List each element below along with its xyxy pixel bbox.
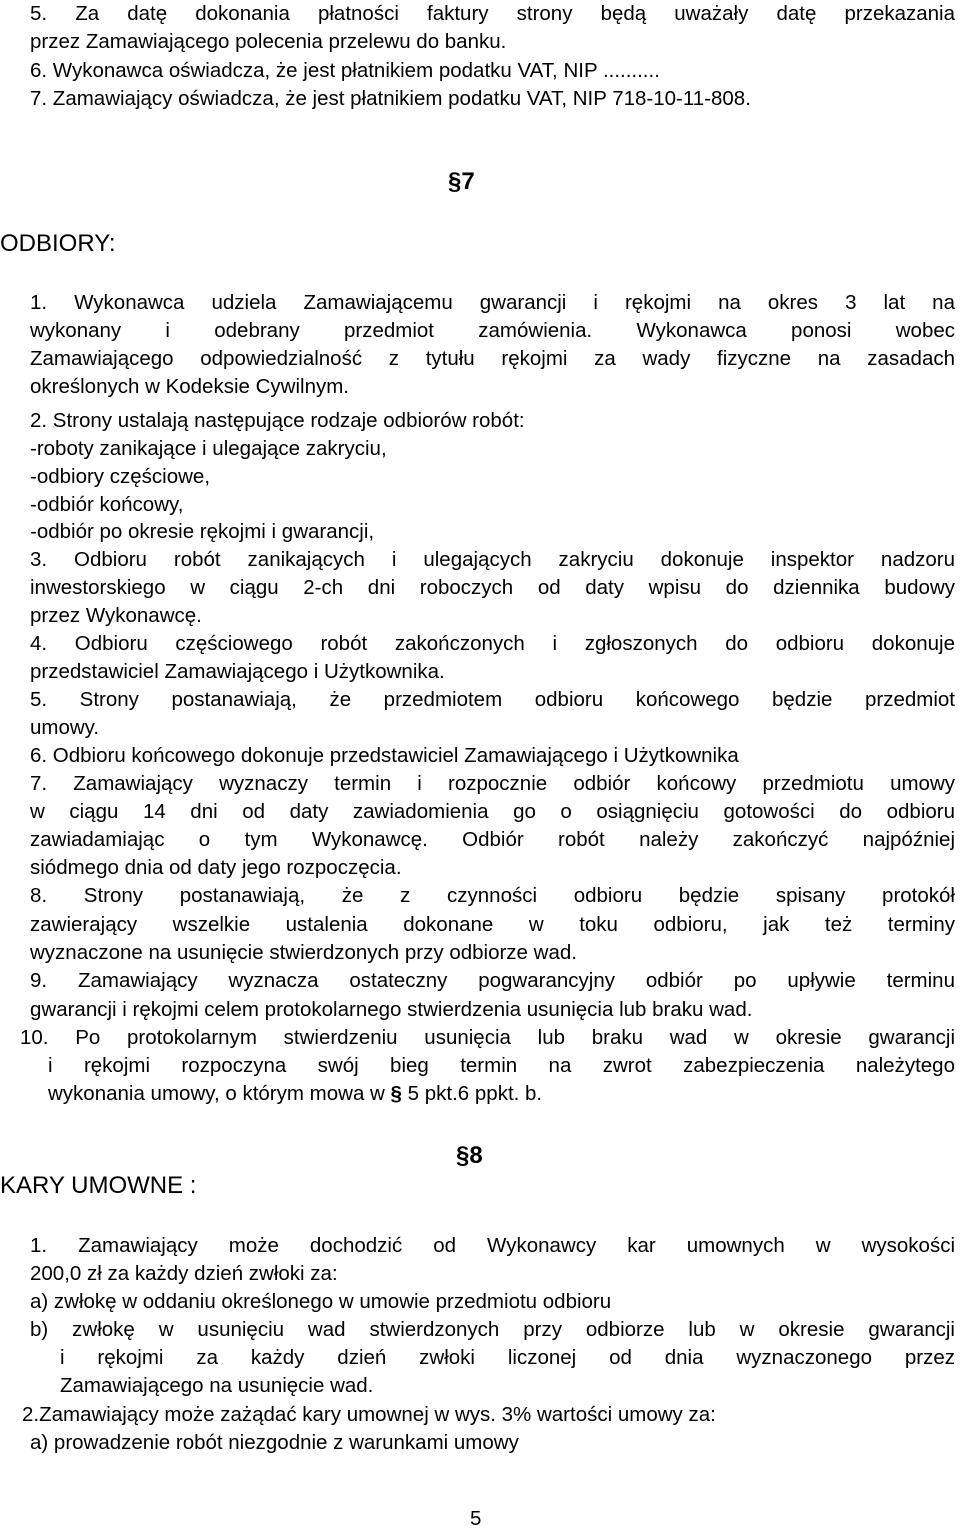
odbiory-line-4: określonych w Kodeksie Cywilnym. (30, 375, 350, 398)
odbiory-line-7: -odbiory częściowe, (30, 465, 211, 488)
odbiory-line-16: umowy. (30, 716, 100, 739)
odbiory-line-5: 2. Strony ustalają następujące rodzaje odbiorów robót: (30, 409, 525, 432)
odbiory-line-28: i rękojmi rozpoczyna swój bieg termin na zwrot zabezpieczenia należytego (48, 1054, 955, 1077)
paragraph-symbol: § (390, 1082, 402, 1105)
odbiory-line-22: 8. Strony postanawiają, że z czynności odbioru będzie spisany protokół (30, 884, 955, 907)
top-line-3: 6. Wykonawca oświadcza, że jest płatnikiem podatku VAT, NIP .......... (30, 59, 660, 82)
section-number: 8 (469, 1142, 483, 1169)
odbiory-line-15: 5. Strony postanawiają, że przedmiotem odbioru końcowego będzie przedmiot (30, 688, 955, 711)
odbiory-line-23: zawierający wszelkie ustalenia dokonane w toku odbioru, jak też terminy (30, 913, 955, 936)
odbiory-line-10: 3. Odbioru robót zanikających i ulegających zakryciu dokonuje inspektor nadzoru (30, 548, 955, 571)
paragraph-symbol: § (456, 1142, 470, 1169)
kary-line-1: 1. Zamawiający może dochodzić od Wykonawcy kar umownych w wysokości (30, 1234, 955, 1257)
odbiory-line-19: w ciągu 14 dni od daty zawiadomienia go o osiągnięciu gotowości do odbioru (30, 800, 955, 823)
odbiory-line-9: -odbiór po okresie rękojmi i gwarancji, (30, 520, 375, 543)
section-8-heading: KARY UMOWNE : (0, 1172, 197, 1199)
odbiory-line-17: 6. Odbioru końcowego dokonuje przedstawiciel Zamawiającego i Użytkownika (30, 744, 739, 767)
odbiory-line-1: 1. Wykonawca udziela Zamawiającemu gwarancji i rękojmi na okres 3 lat na (30, 291, 955, 314)
top-line-2: przez Zamawiającego polecenia przelewu do banku. (30, 30, 507, 53)
section-number: 7 (461, 168, 475, 195)
odbiory-line-18: 7. Zamawiający wyznaczy termin i rozpocznie odbiór końcowy przedmiotu umowy (30, 772, 955, 795)
odbiory-line-25: 9. Zamawiający wyznacza ostateczny pogwarancyjny odbiór po upływie terminu (30, 969, 955, 992)
page-number: 5 (470, 1507, 482, 1530)
kary-line-8: a) prowadzenie robót niezgodnie z warunkami umowy (30, 1431, 519, 1454)
odbiory-line-21: siódmego dnia od daty jego rozpoczęcia. (30, 856, 402, 879)
section-8-number (456, 1142, 483, 1170)
odbiory-line-27: 10. Po protokolarnym stwierdzeniu usunięcia lub braku wad w okresie gwarancji (20, 1026, 955, 1049)
odbiory-line-8: -odbiór końcowy, (30, 493, 184, 516)
kary-line-4: b) zwłokę w usunięciu wad stwierdzonych przy odbiorze lub w okresie gwarancji (30, 1318, 955, 1341)
kary-line-7: 2.Zamawiający może zażądać kary umownej w wys. 3% wartości umowy za: (22, 1403, 716, 1426)
odbiory-line-20: zawiadamiając o tym Wykonawcę. Odbiór robót należy zakończyć najpóźniej (30, 828, 955, 851)
odbiory-line-29-text: wykonania umowy, o którym mowa w (48, 1082, 385, 1105)
odbiory-line-3: Zamawiającego odpowiedzialność z tytułu rękojmi za wady fizyczne na zasadach (30, 347, 955, 370)
kary-line-6: Zamawiającego na usunięcie wad. (60, 1374, 374, 1397)
odbiory-line-29 (48, 1080, 542, 1108)
odbiory-line-12: przez Wykonawcę. (30, 604, 202, 627)
kary-line-3: a) zwłokę w oddaniu określonego w umowie przedmiotu odbioru (30, 1290, 612, 1313)
kary-line-5: i rękojmi za każdy dzień zwłoki liczonej od dnia wyznaczonego przez (60, 1346, 955, 1369)
odbiory-line-2: wykonany i odebrany przedmiot zamówienia. Wykonawca ponosi wobec (30, 319, 955, 342)
kary-line-2: 200,0 zł za każdy dzień zwłoki za: (30, 1262, 338, 1285)
section-7-number (448, 168, 475, 196)
paragraph-symbol: § (448, 168, 462, 195)
odbiory-line-26: gwarancji i rękojmi celem protokolarnego stwierdzenia usunięcia lub braku wad. (30, 998, 753, 1021)
odbiory-line-29-ref: 5 pkt.6 ppkt. b. (407, 1082, 543, 1105)
top-line-1: 5. Za datę dokonania płatności faktury strony będą uważały datę przekazania (30, 2, 955, 25)
odbiory-line-13: 4. Odbioru częściowego robót zakończonych i zgłoszonych do odbioru dokonuje (30, 632, 955, 655)
odbiory-line-24: wyznaczone na usunięcie stwierdzonych przy odbiorze wad. (30, 941, 577, 964)
top-line-4: 7. Zamawiający oświadcza, że jest płatnikiem podatku VAT, NIP 718-10-11-808. (30, 87, 751, 110)
odbiory-line-6: -roboty zanikające i ulegające zakryciu, (30, 437, 387, 460)
odbiory-line-14: przedstawiciel Zamawiającego i Użytkownika. (30, 660, 445, 683)
section-7-heading: ODBIORY: (0, 230, 116, 257)
odbiory-line-11: inwestorskiego w ciągu 2-ch dni roboczych od daty wpisu do dziennika budowy (30, 576, 955, 599)
